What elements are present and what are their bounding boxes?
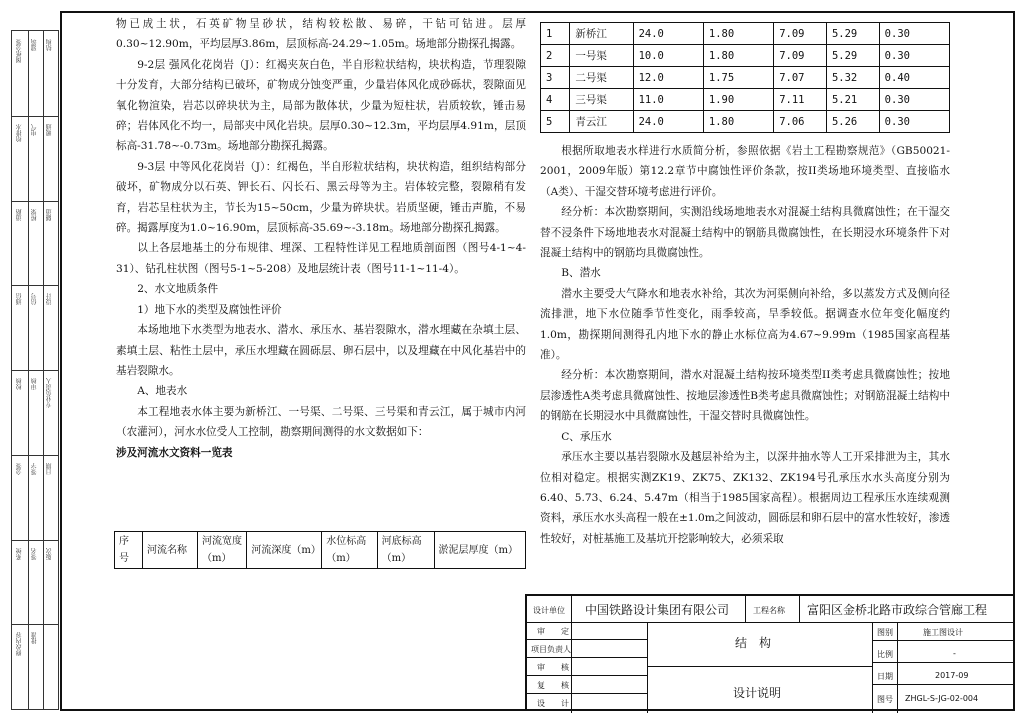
- countersign-label: 隧道: [46, 208, 53, 221]
- table-cell: 24.0: [633, 23, 703, 45]
- countersign-label: 签名: [31, 547, 38, 560]
- table-cell: 1.80: [703, 23, 773, 45]
- paragraph: 以上各层地基土的分布规律、埋深、工程特性详见工程地质剖面图（图号4-1~4-31）、钻孔柱状图（图号5-1~5-208）及地层统计表（图号11-1~11-4）。: [116, 242, 526, 275]
- paragraph: 本工程地表水体主要为新桥江、一号渠、二号渠、三号渠和青云江，属于城市内河（农灌河），河水水位受人工控制，勘察期间测得的水文数据如下：: [116, 405, 526, 439]
- paragraph: 本场地地下水类型为地表水、潜水、承压水、基岩裂隙水，潜水埋藏在杂填土层、素填土层、粘性土层中，承压水埋藏在圆砾层、卵石层中，以及埋藏在中风化基岩中的基岩裂隙水。: [116, 324, 526, 377]
- table-cell: 5.29: [826, 45, 879, 67]
- paragraph: A、地表水: [137, 385, 188, 398]
- table-cell: 1.80: [703, 45, 773, 67]
- countersign-label: 信号: [31, 293, 38, 306]
- date-value: 2017-09: [935, 671, 969, 680]
- paragraph: 1）地下水的类型及腐蚀性评价: [137, 303, 282, 316]
- stage-label: 图别: [877, 628, 893, 637]
- countersign-label: 签字: [31, 462, 38, 475]
- project-label: 工程名称: [753, 606, 785, 615]
- paragraph: 经分析：本次勘察期间，潜水对混凝土结构按环境类型II类考虑具微腐蚀性；按地层渗透性A类考虑具微腐蚀性、按地层渗透性B类考虑具微腐蚀性；对钢筋混凝土结构中的钢筋在长期浸水中具微腐蚀性，干湿交替时具微腐蚀性。: [540, 369, 950, 423]
- table-cell: 0.30: [879, 111, 949, 133]
- countersign-label: 暖通: [46, 123, 53, 136]
- paragraph: 物已成土状，石英矿物呈砂状，结构较松散、易碎，干钻可钻进。层厚0.30~12.90m，平均层厚3.86m，层顶标高-24.29~1.05m。场地部分勘探孔揭露。: [116, 18, 526, 51]
- countersign-label: 专业负责人: [46, 378, 53, 408]
- countersign-label: 版次: [46, 547, 53, 560]
- number-label: 图号: [877, 695, 893, 704]
- table-header-cell: 淤泥层厚度（m）: [434, 532, 525, 569]
- countersign-label: 图纸会签: [16, 39, 23, 63]
- table-cell: 二号渠: [570, 67, 633, 89]
- number-value: ZHGL-S-JG-02-004: [905, 694, 979, 703]
- paragraph: B、潜水: [561, 267, 601, 280]
- table-cell: 0.40: [879, 67, 949, 89]
- table-cell: 5.26: [826, 111, 879, 133]
- countersign-label: 批准: [31, 632, 38, 645]
- scale-value: -: [953, 649, 956, 658]
- paragraph: 根据所取地表水样进行水质简分析，参照依据《岩土工程勘察规范》（GB50021-2001，2009年版）第12.2章节中腐蚀性评价条款，按II类场地环境类型、直接临水（A类）、干湿交替环境考虑进行评价。: [540, 145, 950, 198]
- table-cell: 7.11: [774, 89, 827, 111]
- paragraph: 潜水主要受大气降水和地表水补给，其次为河渠侧向补给，多以蒸发方式及侧向径流排泄，地下水位随季节性变化，雨季较高，旱季较低。据调查水位年变化幅度约1.0m，勘探期间测得孔内地下水的静止水标位高为4.67~9.99m（1985国家高程基准）。: [540, 287, 950, 362]
- table-cell: 7.09: [774, 45, 827, 67]
- table-cell: 三号渠: [570, 89, 633, 111]
- table-cell: 5.29: [826, 23, 879, 45]
- table-cell: 4: [541, 89, 570, 111]
- countersign-strip: [11, 30, 59, 710]
- table-row: [541, 45, 950, 67]
- table-cell: 1.80: [703, 111, 773, 133]
- table-cell: 7.06: [774, 111, 827, 133]
- table-header-cell: 河流深度（m）: [247, 532, 322, 569]
- stage-value: 施工图设计: [923, 628, 963, 637]
- table-cell: 3: [541, 67, 570, 89]
- table-cell: 2: [541, 45, 570, 67]
- countersign-label: 设计: [46, 293, 53, 306]
- paragraph: 2、水文地质条件: [137, 283, 219, 296]
- manager-label: 项目负责人: [531, 645, 571, 654]
- rivers-table-header: [114, 531, 526, 569]
- table-cell: 10.0: [633, 45, 703, 67]
- countersign-label: 结构: [46, 39, 53, 51]
- countersign-label: 日期: [46, 462, 53, 475]
- paragraph: 承压水主要以基岩裂隙水及越层补给为主，以深井抽水等人工开采排泄为主，其水位相对稳定。根据实测ZK19、ZK75、ZK132、ZK194号孔承压水水头高度分别为6.40、5.73、6.24、5.47m（相当于1985国家高程）。根据周边工程承压水连续观测资料，承压水水头高程一般在±1.0m之间波动，圆砾层和卵石层中的富水性较好，渗透性较好，对桩基施工及基坑开挖影响较大，必须采取: [540, 451, 950, 545]
- table-cell: 5.21: [826, 89, 879, 111]
- table-cell: 11.0: [633, 89, 703, 111]
- paragraph: 经分析：本次勘察期间，实测沿线场地地表水对混凝土结构具微腐蚀性；在干湿交替不浸条件下场地地表水对混凝土结构中的钢筋具微腐蚀性，在长期浸水环境条件下对混凝土结构中的钢筋均具微腐蚀性。: [540, 206, 950, 260]
- paragraph: C、承压水: [561, 430, 612, 443]
- countersign-label: 审核: [31, 378, 38, 390]
- right-text-column: [540, 141, 950, 549]
- table-row: [541, 89, 950, 111]
- table-cell: 新桥江: [570, 23, 633, 45]
- table-row: [541, 23, 950, 45]
- recheck-label: 复 核: [537, 681, 569, 690]
- project-name: 富阳区金桥北路市政综合管廊工程: [807, 603, 988, 617]
- countersign-label: 电气: [31, 123, 38, 136]
- table-cell: 0.30: [879, 89, 949, 111]
- table-cell: 24.0: [633, 111, 703, 133]
- drawing-title: 设计说明: [733, 686, 782, 700]
- table-cell: 7.09: [774, 23, 827, 45]
- table-cell: 1.75: [703, 67, 773, 89]
- review-label: 审 定: [537, 627, 569, 636]
- left-text-column: [116, 14, 526, 463]
- table-cell: 5: [541, 111, 570, 133]
- paragraph: 9-2层 强风化花岗岩（J）：红褐夹灰白色，半自形粒状结构，块状构造，节理裂隙十分发育，大部分结构已破坏，矿物成分蚀变严重，少量岩体风化成砂砾状，裂隙面见氧化物渲染，岩芯以碎块状为主，局部为散体状，少量为短柱状，岩质较软，锤击易碎；岩体风化不均一，局部夹中风化岩块。层厚0.30~12.3m，平均层厚4.91m，层顶标高-31.78~-0.73m。场地部分勘探孔揭露。: [116, 58, 526, 153]
- table-cell: 12.0: [633, 67, 703, 89]
- table-cell: 1.90: [703, 89, 773, 111]
- countersign-label: 修改内容: [16, 632, 23, 657]
- table-row: [541, 67, 950, 89]
- table-header-cell: 序号: [115, 532, 143, 569]
- table-cell: 0.30: [879, 23, 949, 45]
- countersign-label: 道路: [16, 208, 23, 221]
- rivers-table: [540, 22, 950, 133]
- countersign-label: 校核: [16, 378, 23, 390]
- table-cell: 青云江: [570, 111, 633, 133]
- countersign-label: 会签: [16, 462, 23, 475]
- table-cell: 1: [541, 23, 570, 45]
- design-unit-label: 设计单位: [533, 606, 565, 615]
- discipline: 结 构: [735, 636, 772, 650]
- date-label: 日期: [877, 672, 893, 681]
- table-title: 涉及河流水文资料一览表: [116, 446, 233, 459]
- audit-label: 审 核: [537, 663, 569, 672]
- table-cell: 7.07: [774, 67, 827, 89]
- countersign-label: 给排水: [16, 123, 23, 142]
- countersign-label: 建筑: [31, 39, 38, 51]
- countersign-label: 桥梁: [31, 208, 38, 221]
- scale-label: 比例: [877, 650, 893, 659]
- table-cell: 一号渠: [570, 45, 633, 67]
- table-header-cell: 河流名称: [143, 532, 198, 569]
- table-header-cell: 河底标高（m）: [377, 532, 434, 569]
- paragraph: 9-3层 中等风化花岗岩（J）：红褐色，半自形粒状结构，块状构造，组织结构部分破坏，矿物成分以石英、钾长石、闪长石、黑云母等为主。岩体较完整，裂隙稍有发育，岩芯呈柱状为主，节长为15~50cm，少量为碎块状。岩质坚硬，锤击声脆，不易碎。揭露厚度为1.0~16.90m，层顶标高-35.69~-3.18m。场地部分勘探孔揭露。: [116, 160, 526, 235]
- table-header-cell: 河流宽度（m）: [198, 532, 247, 569]
- countersign-label: 系统: [16, 547, 23, 560]
- title-block: [525, 594, 1015, 711]
- design-label: 设 计: [537, 699, 569, 708]
- table-row: [541, 111, 950, 133]
- design-unit: 中国铁路设计集团有限公司: [585, 603, 730, 617]
- table-header-cell: 水位标高（m）: [322, 532, 377, 569]
- countersign-label: 通信: [16, 293, 23, 306]
- table-cell: 5.32: [826, 67, 879, 89]
- table-cell: 0.30: [879, 45, 949, 67]
